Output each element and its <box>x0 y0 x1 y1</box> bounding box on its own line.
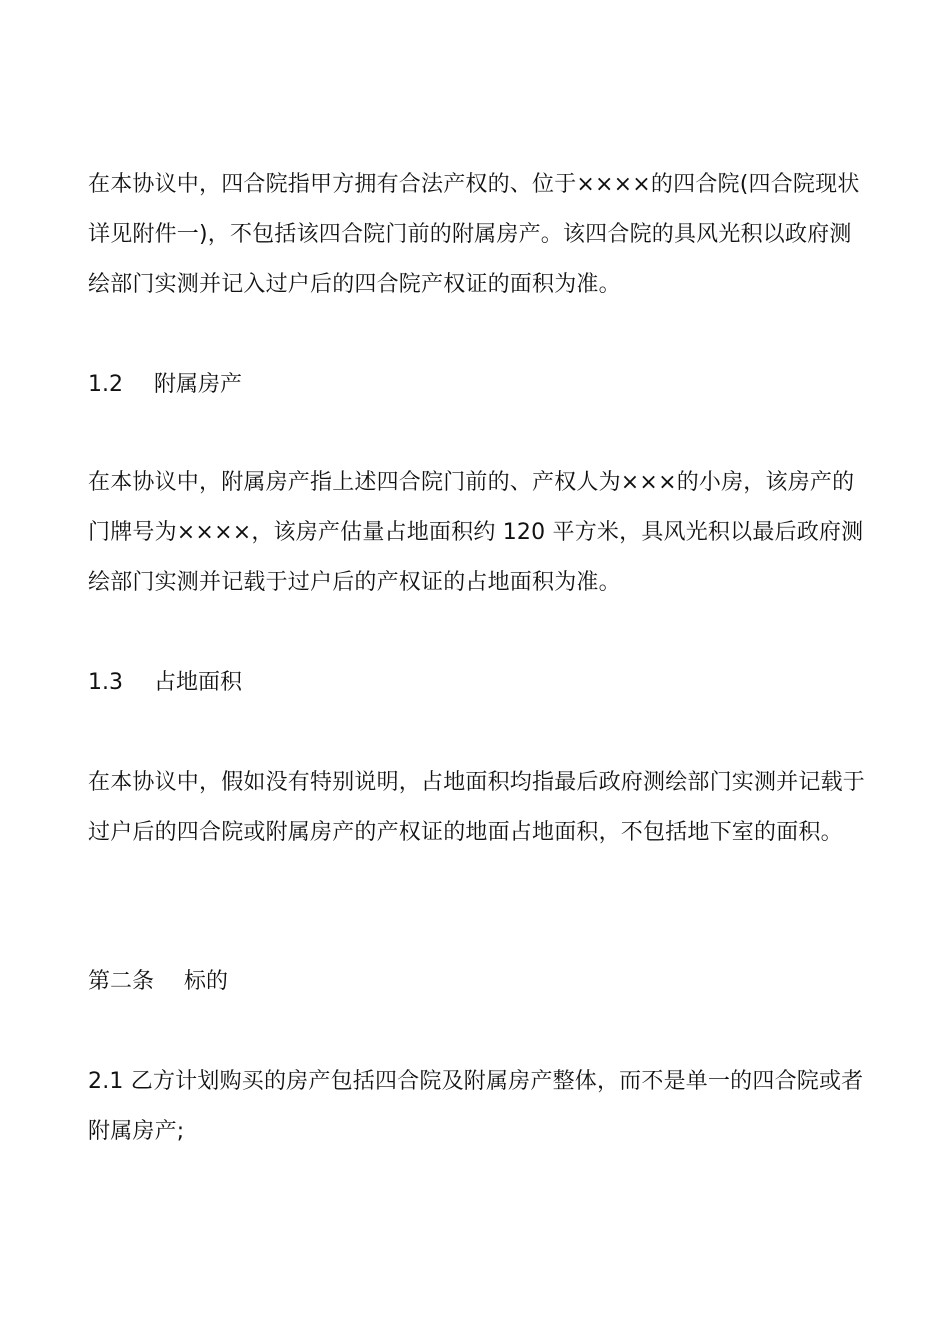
section-heading-1-3 <box>88 668 242 698</box>
section-title: 占地面积 <box>154 670 243 695</box>
section-number: 1.2 <box>88 372 123 397</box>
section-title: 附属房产 <box>154 372 243 397</box>
section-heading-1-2 <box>88 370 242 400</box>
paragraph-2-1-subject: 2.1 乙方计划购买的房产包括四合院及附属房产整体，而不是单一的四合院或者附属房产; <box>88 1069 864 1144</box>
section-number: 1.3 <box>88 670 123 695</box>
paragraph-attached-property-definition: 在本协议中，附属房产指上述四合院门前的、产权人为×××的小房，该房产的门牌号为××××，该房产估量占地面积约 120 平方米，具风光积以最后政府测绘部门实测并记载于过户后的产权证的占地面积为准。 <box>88 470 864 595</box>
article-number: 第二条 <box>88 969 155 994</box>
paragraph-land-area-definition: 在本协议中，假如没有特别说明，占地面积均指最后政府测绘部门实测并记载于过户后的四合院或附属房产的产权证的地面占地面积，不包括地下室的面积。 <box>88 770 866 845</box>
article-title: 标的 <box>184 969 229 994</box>
article-heading-2 <box>88 967 228 997</box>
paragraph-four-courtyard-definition: 在本协议中，四合院指甲方拥有合法产权的、位于××××的四合院(四合院现状详见附件一)，不包括该四合院门前的附属房产。该四合院的具风光积以政府测绘部门实测并记入过户后的四合院产权证的面积为准。 <box>88 172 860 297</box>
